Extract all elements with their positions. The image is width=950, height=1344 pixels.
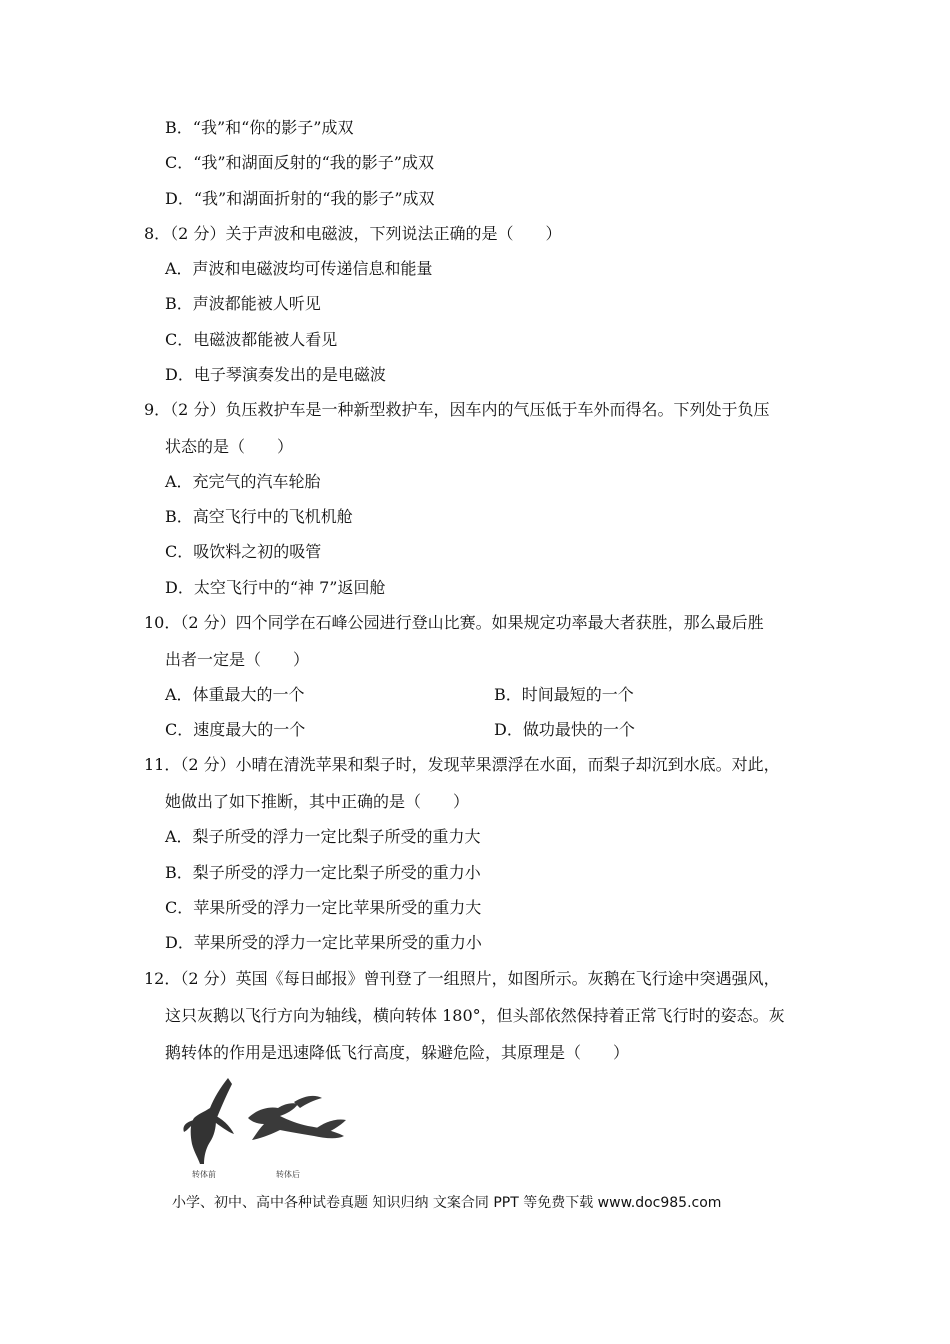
goose-illustration bbox=[176, 1074, 356, 1180]
q12-stem-continued-2: 鹅转体的作用是迅速降低飞行高度，躲避危险，其原理是（ ） bbox=[165, 1043, 630, 1062]
q8-stem: 8．（2 分）关于声波和电磁波，下列说法正确的是（ ） bbox=[144, 224, 562, 243]
goose-figure bbox=[176, 1074, 356, 1180]
q11-option-d: D．苹果所受的浮力一定比苹果所受的重力小 bbox=[165, 933, 482, 952]
q10-option-c: C．速度最大的一个 bbox=[165, 720, 306, 739]
q9-stem: 9．（2 分）负压救护车是一种新型救护车，因车内的气压低于车外而得名。下列处于负压 bbox=[144, 400, 770, 419]
q9-stem-continued: 状态的是（ ） bbox=[165, 437, 294, 456]
q8-option-a: A．声波和电磁波均可传递信息和能量 bbox=[165, 259, 433, 278]
q8-option-b: B．声波都能被人听见 bbox=[165, 294, 321, 313]
q11-option-a: A．梨子所受的浮力一定比梨子所受的重力大 bbox=[165, 827, 481, 846]
q11-option-b: B．梨子所受的浮力一定比梨子所受的重力小 bbox=[165, 863, 481, 882]
page-footer: 小学、初中、高中各种试卷真题 知识归纳 文案合同 PPT 等免费下载 www.doc985.com bbox=[172, 1195, 722, 1211]
q10-option-d: D．做功最快的一个 bbox=[494, 720, 635, 739]
q10-option-a: A．体重最大的一个 bbox=[165, 685, 305, 704]
q7-option-d: D．“我”和湖面折射的“我的影子”成双 bbox=[165, 189, 435, 208]
q11-stem: 11．（2 分）小晴在清洗苹果和梨子时，发现苹果漂浮在水面，而梨子却沉到水底。对此， bbox=[144, 755, 780, 774]
q7-option-b: B．“我”和“你的影子”成双 bbox=[165, 118, 354, 137]
q10-option-b: B．时间最短的一个 bbox=[494, 685, 634, 704]
q11-option-c: C．苹果所受的浮力一定比苹果所受的重力大 bbox=[165, 898, 482, 917]
q10-stem-continued: 出者一定是（ ） bbox=[165, 650, 310, 669]
q8-option-d: D．电子琴演奏发出的是电磁波 bbox=[165, 365, 386, 384]
q10-stem: 10．（2 分）四个同学在石峰公园进行登山比赛。如果规定功率最大者获胜，那么最后胜 bbox=[144, 613, 764, 632]
q9-option-d: D．太空飞行中的“神 7”返回舱 bbox=[165, 578, 386, 597]
q11-stem-continued: 她做出了如下推断，其中正确的是（ ） bbox=[165, 792, 470, 811]
q12-stem-continued-1: 这只灰鹅以飞行方向为轴线，横向转体 180°，但头部依然保持着正常飞行时的姿态。灰 bbox=[165, 1006, 785, 1025]
figure-label-after: 转体后 bbox=[276, 1170, 300, 1179]
q9-option-a: A．充完气的汽车轮胎 bbox=[165, 472, 321, 491]
q9-option-c: C．吸饮料之初的吸管 bbox=[165, 542, 322, 561]
q12-stem: 12．（2 分）英国《每日邮报》曾刊登了一组照片，如图所示。灰鹅在飞行途中突遇强风， bbox=[144, 969, 780, 988]
goose-after-shape bbox=[248, 1096, 346, 1140]
q8-option-c: C．电磁波都能被人看见 bbox=[165, 330, 338, 349]
figure-label-before: 转体前 bbox=[192, 1170, 216, 1179]
q9-option-b: B．高空飞行中的飞机机舱 bbox=[165, 507, 353, 526]
q7-option-c: C．“我”和湖面反射的“我的影子”成双 bbox=[165, 153, 434, 172]
goose-before-shape bbox=[183, 1078, 234, 1164]
